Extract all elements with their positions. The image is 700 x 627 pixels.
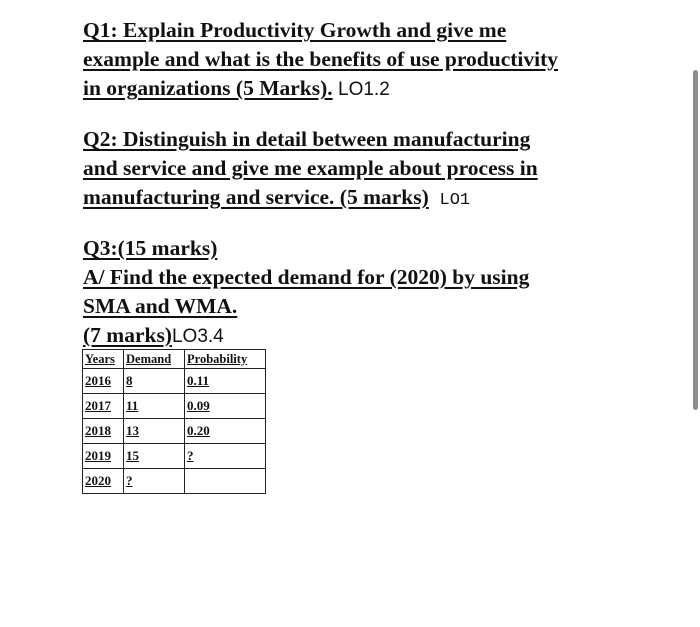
vertical-scrollbar[interactable]	[693, 70, 698, 410]
q2-learning-outcome: LO1	[439, 191, 471, 210]
q3-learning-outcome: LO3.4	[171, 326, 224, 347]
cell-year: 2018	[85, 423, 111, 438]
q2-line-3: manufacturing and service. (5 marks)	[83, 185, 429, 209]
q3-line-3: SMA and WMA.	[83, 294, 238, 318]
q1-line-3: in organizations (5 Marks).	[83, 76, 333, 100]
cell-demand: 13	[126, 423, 139, 438]
cell-year: 2016	[85, 373, 111, 388]
q1-line-2: example and what is the benefits of use productivity	[83, 47, 559, 71]
cell-year: 2020	[85, 473, 111, 488]
q1-line-1: Q1: Explain Productivity Growth and give me	[83, 18, 507, 42]
table-row	[83, 369, 266, 394]
q3-line-1: Q3:(15 marks)	[83, 236, 218, 260]
q3-line-4: (7 marks)	[83, 323, 172, 347]
question-2	[83, 125, 643, 215]
cell-probability: 0.11	[187, 373, 210, 388]
header-years: Years	[85, 351, 115, 366]
cell-probability: ?	[187, 448, 194, 463]
q2-line-1: Q2: Distinguish in detail between manufacturing	[83, 127, 531, 151]
header-demand: Demand	[126, 351, 172, 366]
header-probability: Probability	[187, 351, 248, 366]
cell-demand: 15	[126, 448, 139, 463]
question-3	[83, 234, 643, 351]
q1-learning-outcome: LO1.2	[338, 79, 390, 100]
cell-demand: 11	[126, 398, 139, 413]
table-row	[83, 444, 266, 469]
cell-demand: ?	[126, 473, 133, 488]
cell-demand: 8	[126, 373, 133, 388]
table-row	[83, 394, 266, 419]
table-row	[83, 469, 266, 494]
cell-year: 2017	[85, 398, 111, 413]
q3-line-2: A/ Find the expected demand for (2020) by using	[83, 265, 530, 289]
cell-probability: 0.09	[187, 398, 210, 413]
table-header-row	[83, 350, 266, 369]
cell-probability: 0.20	[187, 423, 210, 438]
demand-table	[82, 349, 266, 494]
q2-line-2: and service and give me example about process in	[83, 156, 538, 180]
question-1	[83, 16, 643, 104]
table-row	[83, 419, 266, 444]
cell-year: 2019	[85, 448, 111, 463]
